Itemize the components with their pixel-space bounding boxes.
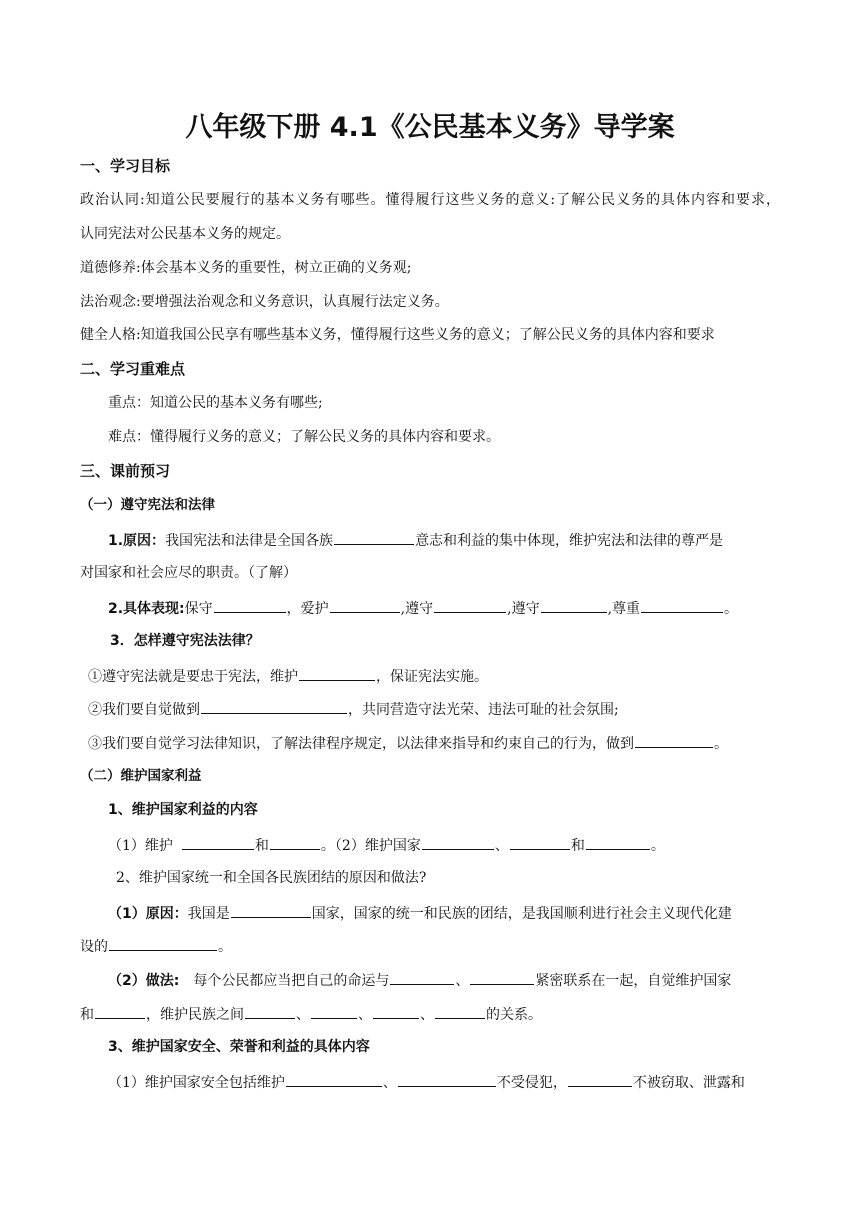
question-interest-content: 1、维护国家利益的内容 <box>108 802 258 818</box>
answer-interest-content: （1）维护 和 。（2）维护国家 、 和 。 <box>108 834 808 856</box>
answer-item-3: ③我们要自觉学习法律知识，了解法律程序规定，以法律来指导和约束自己的行为，做到 。 <box>88 732 780 754</box>
answer-blank[interactable] <box>95 1003 145 1019</box>
answer-unity-reason-line2: 设的 。 <box>80 935 780 957</box>
difficult-point: 难点：懂得履行义务的意义；了解公民义务的具体内容和要求。 <box>108 429 500 445</box>
answer-blank[interactable] <box>286 1071 382 1087</box>
answer-blank[interactable] <box>470 969 534 985</box>
answer-label: （1）原因： <box>108 906 188 922</box>
answer-blank[interactable] <box>586 834 650 850</box>
answer-blank[interactable] <box>398 1071 496 1087</box>
objective-political-line2: 认同宪法对公民基本义务的规定。 <box>80 226 290 242</box>
question-reason-line2: 对国家和社会应尽的职责。（了解） <box>80 565 297 581</box>
answer-blank[interactable] <box>390 969 454 985</box>
question-security-content: 3、维护国家安全、荣誉和利益的具体内容 <box>108 1039 370 1055</box>
objective-moral: 道德修养:体会基本义务的重要性，树立正确的义务观; <box>80 260 412 276</box>
answer-item-2: ②我们要自觉做到 ，共同营造守法光荣、违法可耻的社会氛围; <box>88 698 788 720</box>
answer-blank[interactable] <box>311 1003 357 1019</box>
answer-unity-method-line1: （2）做法: 每个公民都应当把自己的命运与 、 紧密联系在一起，自觉维护国家 <box>108 969 780 991</box>
subsection-heading-constitution: （一）遵守宪法和法律 <box>80 497 215 513</box>
subsection-heading-national-interest: （二）维护国家利益 <box>80 768 202 784</box>
answer-unity-reason-line1: （1）原因：我国是 国家，国家的统一和民族的团结，是我国顺利进行社会主义现代化建 <box>108 902 780 924</box>
section-heading-preview: 三、课前预习 <box>80 462 171 480</box>
answer-blank[interactable] <box>330 597 400 613</box>
objective-law: 法治观念:要增强法治观念和义务意识，认真履行法定义务。 <box>80 294 449 310</box>
question-reason-line1: 1.原因：我国宪法和法律是全国各族 意志和利益的集中体现，维护宪法和法律的尊严是 <box>108 529 780 551</box>
question-label: 2.具体表现: <box>108 601 185 617</box>
answer-blank[interactable] <box>214 597 286 613</box>
answer-blank[interactable] <box>299 665 375 681</box>
answer-blank[interactable] <box>270 834 320 850</box>
answer-blank[interactable] <box>510 834 570 850</box>
answer-blank[interactable] <box>541 597 607 613</box>
section-heading-key-points: 二、学习重难点 <box>80 360 186 378</box>
question-unity: 2、维护国家统一和全国各民族团结的原因和做法? <box>116 870 427 886</box>
answer-blank[interactable] <box>109 935 217 951</box>
question-manifestations: 2.具体表现:保守 ，爱护 ,遵守 ,遵守 ,尊重 。 <box>108 597 780 619</box>
answer-item-1: ①遵守宪法就是要忠于宪法，维护 ，保证宪法实施。 <box>88 665 788 687</box>
answer-blank[interactable] <box>231 902 311 918</box>
answer-blank[interactable] <box>434 597 506 613</box>
answer-blank[interactable] <box>373 1003 419 1019</box>
question-label: 1.原因： <box>108 533 166 549</box>
answer-blank[interactable] <box>182 834 254 850</box>
answer-blank[interactable] <box>245 1003 295 1019</box>
answer-blank[interactable] <box>568 1071 632 1087</box>
answer-blank[interactable] <box>435 1003 485 1019</box>
answer-blank[interactable] <box>422 834 494 850</box>
objective-political-line1: 政治认同:知道公民要履行的基本义务有哪些。懂得履行这些义务的意义:了解公民义务的具体内容和要求， <box>80 192 780 208</box>
answer-blank[interactable] <box>635 732 713 748</box>
answer-security-line1: （1）维护国家安全包括维护 、 不受侵犯， 不被窃取、泄露和 <box>108 1071 780 1093</box>
section-heading-objectives: 一、学习目标 <box>80 157 171 175</box>
question-how-to-obey: 3．怎样遵守宪法法律？ <box>110 633 260 649</box>
objective-personality: 健全人格:知道我国公民享有哪些基本义务，懂得履行这些义务的意义；了解公民义务的具体内容和要求 <box>80 327 715 343</box>
key-point: 重点：知道公民的基本义务有哪些; <box>108 395 323 411</box>
answer-blank[interactable] <box>201 698 347 714</box>
page-title: 八年级下册 4.1《公民基本义务》导学案 <box>185 112 675 143</box>
answer-label: （2）做法: <box>108 973 180 989</box>
answer-unity-method-line2: 和 ，维护民族之间 、 、 、 的关系。 <box>80 1003 780 1025</box>
answer-blank[interactable] <box>641 597 723 613</box>
answer-blank[interactable] <box>334 529 414 545</box>
